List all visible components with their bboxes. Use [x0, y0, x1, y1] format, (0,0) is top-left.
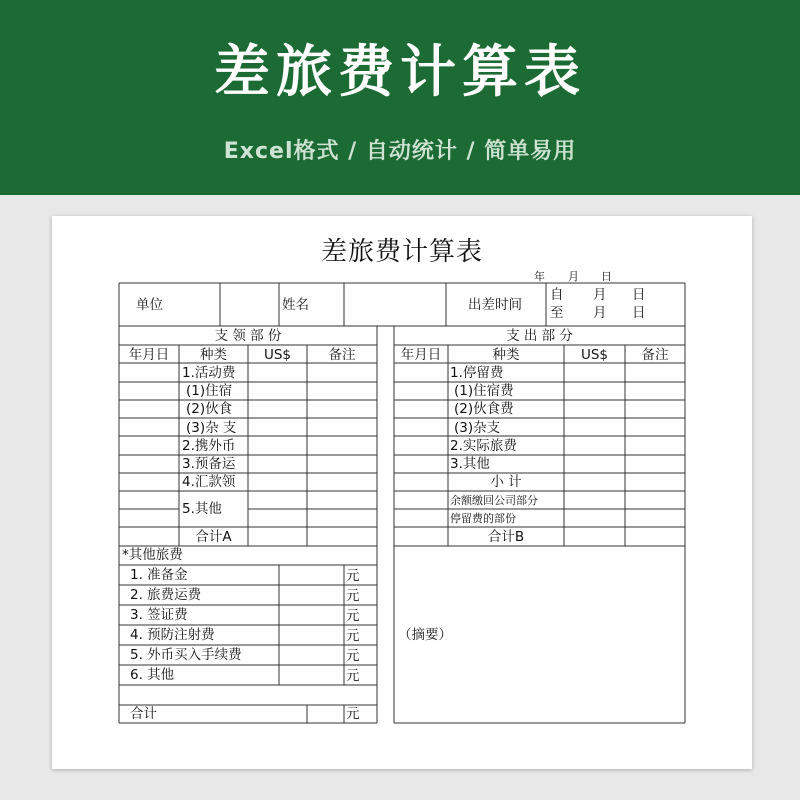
banner-subtitle: Excel格式 / 自动统计 / 简单易用 [223, 139, 577, 164]
left-item-meals: (2)伙食 [186, 401, 233, 417]
other-total-unit: 元 [346, 706, 360, 722]
trip-from-label: 自 [550, 287, 564, 303]
right-total-b: 合计B [487, 529, 525, 545]
summary-label: （摘要） [398, 627, 452, 643]
right-col-usd: US$ [580, 347, 609, 363]
date-year-label: 年 [534, 270, 545, 283]
right-item-actual-travel: 2.实际旅费 [450, 438, 517, 454]
other-expenses-title: *其他旅费 [122, 547, 183, 563]
left-col-date: 年月日 [128, 347, 170, 363]
left-total-a: 合计A [195, 529, 232, 545]
left-item-activity: 1.活动费 [182, 365, 236, 381]
trip-from-day: 日 [632, 287, 646, 303]
banner-title: 差旅费计算表 [214, 40, 586, 105]
right-item-misc: (3)杂支 [454, 420, 501, 436]
trip-to-label: 至 [550, 305, 564, 321]
other-unit-6: 元 [346, 668, 360, 684]
right-item-lodging: (1)住宿费 [454, 383, 514, 399]
left-col-type: 种类 [200, 347, 227, 363]
other-total-label: 合计 [130, 706, 157, 722]
left-col-usd: US$ [263, 347, 292, 363]
unit-label: 单位 [136, 297, 163, 313]
spreadsheet-sheet [52, 216, 752, 769]
left-item-misc: (3)杂 支 [186, 420, 237, 436]
right-item-stay-portion: 停留费的部份 [450, 512, 516, 525]
other-item-travel-freight: 2. 旅费运费 [130, 587, 202, 603]
date-month-label: 月 [568, 270, 579, 283]
other-item-reserve-fund: 1. 准备金 [130, 567, 188, 583]
sheet-title: 差旅费计算表 [320, 237, 483, 267]
right-col-note: 备注 [641, 347, 669, 363]
right-item-other: 3.其他 [450, 456, 490, 472]
date-day-label: 日 [601, 270, 612, 283]
left-item-lodging: (1)住宿 [186, 383, 233, 399]
right-item-balance-returned: 余额缴回公司部分 [450, 494, 538, 507]
left-item-reserve: 3.预备运 [182, 456, 236, 472]
trip-time-label: 出差时间 [468, 297, 522, 313]
right-section-title: 支 出 部 分 [506, 328, 573, 344]
right-col-type: 种类 [492, 347, 520, 363]
other-unit-4: 元 [346, 628, 360, 644]
trip-to-day: 日 [632, 305, 646, 321]
name-label: 姓名 [282, 297, 309, 313]
left-section-title: 支 领 部 份 [214, 328, 282, 344]
left-item-remittance: 4.汇款领 [182, 474, 236, 490]
other-unit-5: 元 [346, 648, 360, 664]
other-item-fx-fee: 5. 外币买入手续费 [130, 647, 242, 663]
right-item-stay: 1.停留费 [450, 365, 504, 381]
trip-to-month: 月 [593, 305, 607, 321]
other-item-vaccination: 4. 预防注射费 [130, 627, 215, 643]
trip-from-month: 月 [593, 287, 607, 303]
right-item-subtotal: 小 计 [490, 474, 522, 490]
right-col-date: 年月日 [400, 347, 442, 363]
left-item-foreign-currency: 2.携外币 [182, 438, 236, 454]
other-unit-2: 元 [346, 588, 360, 604]
left-item-other: 5.其他 [182, 501, 222, 517]
other-unit-3: 元 [346, 608, 360, 624]
other-unit-1: 元 [346, 568, 360, 584]
other-item-other: 6. 其他 [130, 667, 175, 683]
left-col-note: 备注 [328, 347, 356, 363]
other-item-visa: 3. 签证费 [130, 607, 188, 623]
header-banner [0, 0, 800, 195]
right-item-meals: (2)伙食费 [454, 401, 514, 417]
